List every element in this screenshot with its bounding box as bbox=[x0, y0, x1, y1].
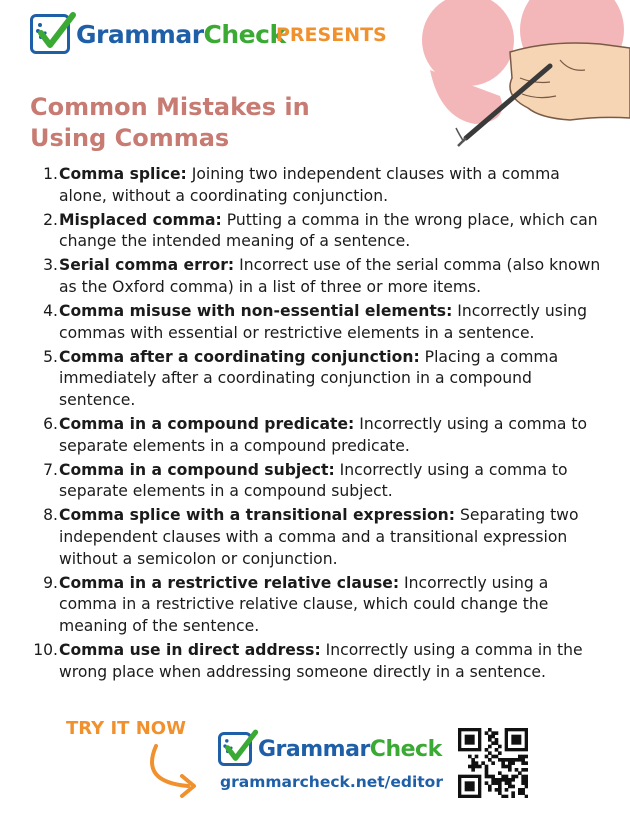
list-item-number: 1. bbox=[43, 165, 58, 183]
mistake-term: Comma in a compound predicate: bbox=[59, 415, 355, 434]
mistake-description: Incorrectly using a comma in a restrictive relative clause, which could change the meaning of the sentence. bbox=[59, 573, 549, 635]
list-item bbox=[28, 573, 608, 638]
qr-code-icon[interactable] bbox=[458, 728, 528, 798]
mistake-term: Misplaced comma: bbox=[59, 210, 222, 229]
list-item-body bbox=[58, 164, 608, 207]
mistake-term: Comma after a coordinating conjunction: bbox=[59, 347, 420, 366]
mistake-description: Placing a comma immediately after a coordinating conjunction in a compound sentence. bbox=[59, 347, 559, 409]
mistake-description: Putting a comma in the wrong place, which can change the intended meaning of a sentence. bbox=[59, 210, 598, 251]
footer-logo[interactable] bbox=[218, 732, 442, 766]
mistake-description: Joining two independent clauses with a comma alone, without a coordinating conjunction. bbox=[59, 165, 560, 205]
list-item-number: 5. bbox=[43, 347, 58, 366]
editor-url-link[interactable]: grammarcheck.net/editor bbox=[220, 773, 443, 791]
list-item-body bbox=[58, 573, 608, 638]
list-item bbox=[28, 414, 608, 457]
list-item-number: 8. bbox=[43, 506, 58, 525]
mistake-term: Comma in a compound subject: bbox=[59, 460, 335, 479]
list-item bbox=[28, 640, 608, 683]
list-item-number: 7. bbox=[43, 460, 58, 479]
list-item-body bbox=[58, 640, 608, 683]
curved-arrow-icon bbox=[138, 742, 202, 804]
list-item-number: 6. bbox=[43, 415, 58, 434]
list-item bbox=[28, 164, 608, 207]
mistake-list bbox=[28, 164, 608, 686]
list-item bbox=[28, 255, 608, 298]
logo-word-grammar: Grammar bbox=[76, 19, 204, 49]
mistake-description: Separating two independent clauses with a comma and a transitional expression without a semicolon or conjunction. bbox=[59, 506, 579, 568]
mistake-term: Comma in a restrictive relative clause: bbox=[59, 573, 400, 592]
list-item-number: 4. bbox=[43, 302, 58, 321]
list-item-body bbox=[58, 210, 608, 253]
list-item-body bbox=[58, 505, 608, 570]
mistake-term: Comma use in direct address: bbox=[59, 640, 321, 659]
quote-hand-pen-icon bbox=[400, 0, 630, 150]
logo-word-check: Check bbox=[369, 736, 442, 762]
mistake-description: Incorrectly using a comma to separate elements in a compound subject. bbox=[59, 460, 568, 501]
header-logo bbox=[30, 14, 286, 54]
try-it-now-label: TRY IT NOW bbox=[66, 718, 186, 739]
logo-wordmark bbox=[258, 737, 442, 762]
page-title: Common Mistakes in Using Commas bbox=[30, 93, 310, 152]
list-item-body bbox=[58, 460, 608, 503]
mistake-description: Incorrect use of the serial comma (also known as the Oxford comma) in a list of three or more items. bbox=[59, 256, 601, 296]
checkmark-logo-icon bbox=[218, 732, 252, 766]
list-item-body bbox=[58, 414, 608, 457]
mistake-description: Incorrectly using a comma in the wrong place when addressing someone directly in a sentence. bbox=[59, 640, 583, 681]
list-item-number: 10. bbox=[33, 640, 58, 659]
list-item-number: 3. bbox=[43, 256, 58, 275]
mistake-term: Comma splice: bbox=[59, 165, 187, 183]
list-item-body bbox=[58, 255, 608, 298]
list-item bbox=[28, 301, 608, 344]
list-item-number: 2. bbox=[43, 210, 58, 229]
logo-word-grammar: Grammar bbox=[258, 736, 370, 762]
logo-wordmark bbox=[76, 20, 286, 49]
mistake-term: Serial comma error: bbox=[59, 256, 235, 275]
mistake-description: Incorrectly using a comma to separate elements in a compound predicate. bbox=[59, 415, 588, 455]
checkmark-logo-icon bbox=[30, 14, 70, 54]
mistake-description: Incorrectly using commas with essential or restrictive elements in a sentence. bbox=[59, 302, 587, 342]
list-item bbox=[28, 460, 608, 503]
list-item bbox=[28, 210, 608, 253]
list-item bbox=[28, 347, 608, 412]
list-item-body bbox=[58, 301, 608, 344]
presents-label: PRESENTS bbox=[276, 24, 387, 46]
mistake-term: Comma splice with a transitional expression: bbox=[59, 506, 456, 525]
mistake-term: Comma misuse with non-essential elements: bbox=[59, 302, 453, 321]
list-item-body bbox=[58, 347, 608, 412]
list-item bbox=[28, 505, 608, 570]
list-item-number: 9. bbox=[43, 573, 58, 592]
logo-word-check: Check bbox=[203, 19, 286, 49]
